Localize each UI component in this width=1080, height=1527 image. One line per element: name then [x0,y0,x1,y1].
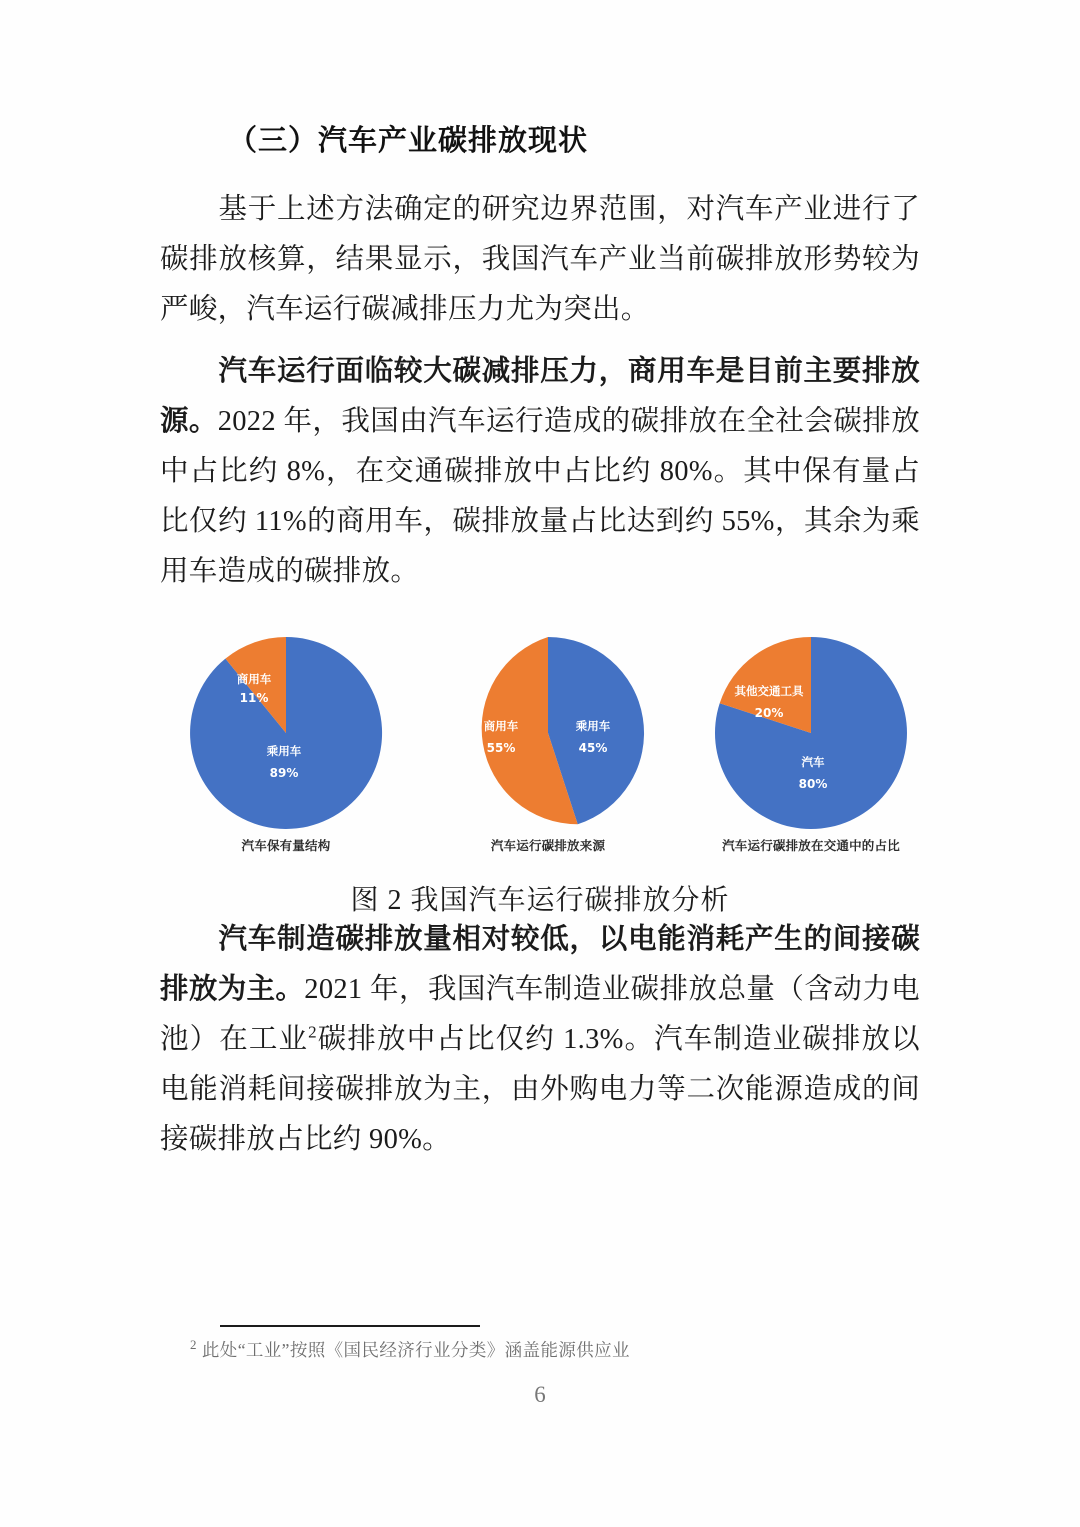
pie-2-value-commercial: 55% [486,741,516,755]
pie-2-value-passenger: 45% [578,741,608,755]
pie-chart-group [160,635,920,853]
page-number: 6 [534,1382,546,1407]
paragraph-3-lead: 汽车制造碳排放量相对较低，以电能消耗产生的间接碳排放为主。 [160,924,920,1005]
figure-caption: 图 2 我国汽车运行碳排放分析 [350,885,730,916]
paragraph-vehicle-operation [160,347,920,597]
pie-slice-passenger-vehicle [190,637,382,829]
paragraph-manufacturing-emission [160,915,920,1165]
pie-1-value-commercial: 11% [239,691,269,705]
pie-3-value-other: 20% [754,706,784,720]
pie-chart-2-caption: 汽车运行碳排放来源 [490,838,606,853]
pie-3-label-automobile: 汽车 [801,755,825,769]
paragraph-2-lead: 汽车运行面临较大碳减排压力，商用车是目前主要排放源。 [160,356,920,437]
pie-chart-1-svg [178,635,394,831]
page-content [160,118,920,1177]
pie-1-label-passenger: 乘用车 [266,744,302,758]
pie-chart-2-svg [440,635,656,831]
footnote [160,1337,920,1362]
paragraph-3-part-b: 碳排放中占比仅约 1.3%。汽车制造业碳排放以电能消耗间接碳排放为主，由外购电力等二次能源造成的间接碳排放占比约 90%。 [160,1024,920,1155]
pie-chart-1-caption: 汽车保有量结构 [241,838,331,853]
pie-chart-3-svg [702,635,920,831]
pie-1-value-passenger: 89% [269,766,299,780]
pie-3-value-automobile: 80% [798,777,828,791]
footnote-reference-marker: 2 [308,1022,317,1042]
paragraph-2-rest: 2022 年，我国由汽车运行造成的碳排放在全社会碳排放中占比约 8%，在交通碳排放中占比约 80%。其中保有量占比仅约 11%的商用车，碳排放量占比达到约 55%，其余为乘用车造成的碳排放。 [160,406,920,587]
paragraph-3-part-a: 2021 年，我国汽车制造业碳排放总量（含动力电池）在工业 [160,974,920,1055]
pie-2-label-commercial: 商用车 [483,719,519,733]
paragraph-1-text: 基于上述方法确定的研究边界范围，对汽车产业进行了碳排放核算，结果显示，我国汽车产业当前碳排放形势较为严峻，汽车运行碳减排压力尤为突出。 [160,194,920,325]
footnote-area [160,1325,920,1362]
footnote-divider [220,1325,480,1327]
pie-1-label-commercial: 商用车 [236,672,272,686]
pie-chart-vehicle-stock [178,635,394,854]
section-heading: （三）汽车产业碳排放现状 [228,123,589,157]
paragraph-research-boundary [160,185,920,335]
footnote-number: 2 [190,1337,197,1353]
pie-chart-3-caption: 汽车运行碳排放在交通中的占比 [722,838,900,853]
figure-2 [160,635,920,916]
pie-2-label-passenger: 乘用车 [575,719,611,733]
pie-3-label-other: 其他交通工具 [734,684,804,698]
pie-chart-emission-source [440,635,656,854]
footnote-text: 此处“工业”按照《国民经济行业分类》涵盖能源供应业 [201,1340,630,1360]
pie-chart-transport-share [702,635,920,854]
